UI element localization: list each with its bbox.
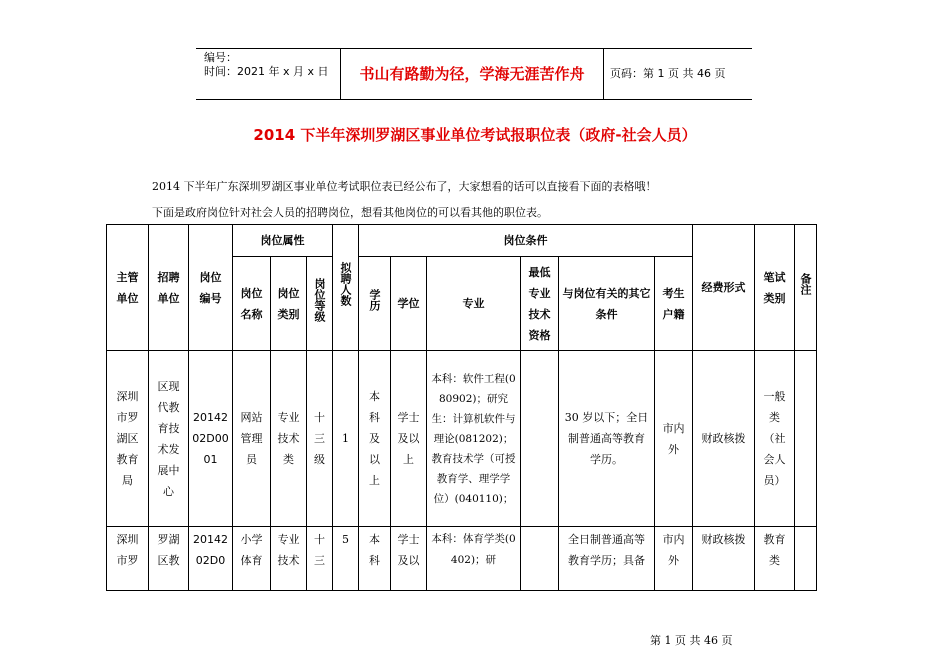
cell-hukou: 市内外 bbox=[655, 351, 693, 527]
cell-dept: 深圳市罗湖区教育局 bbox=[107, 351, 149, 527]
cell-quota: 1 bbox=[333, 351, 359, 527]
page-footer: 第 1 页 共 46 页 bbox=[650, 634, 733, 647]
cell-unit: 罗湖区教 bbox=[149, 527, 189, 591]
cell-pos-type: 专业技术类 bbox=[271, 351, 307, 527]
th-cond-group: 岗位条件 bbox=[359, 225, 693, 257]
cell-exam: 教育类 bbox=[755, 527, 795, 591]
cell-degree: 学士及以上 bbox=[391, 351, 427, 527]
document-title: 2014 下半年深圳罗湖区事业单位考试报职位表（政府-社会人员） bbox=[253, 126, 697, 144]
cell-funding: 财政核拨 bbox=[693, 527, 755, 591]
cell-cert bbox=[521, 527, 559, 591]
cell-degree: 学士及以 bbox=[391, 527, 427, 591]
th-edu: 学历 bbox=[359, 257, 391, 351]
cell-pos-name: 小学体育 bbox=[233, 527, 271, 591]
intro-line-1: 2014 下半年广东深圳罗湖区事业单位考试职位表已经公布了，大家想看的话可以直接看下面的表格哦！ bbox=[152, 180, 657, 193]
cell-exam: 一般类（社会人员） bbox=[755, 351, 795, 527]
header-motto: 书山有路勤为径，学海无涯苦作舟 bbox=[340, 49, 604, 99]
th-remark: 备注 bbox=[795, 225, 817, 351]
th-code: 岗位编号 bbox=[189, 225, 233, 351]
cell-major: 本科：体育学类(0402)；研 bbox=[427, 527, 521, 591]
table-row bbox=[107, 351, 817, 527]
cell-pos-level: 十三级 bbox=[307, 351, 333, 527]
cell-quota: 5 bbox=[333, 527, 359, 591]
th-pos-type: 岗位类别 bbox=[271, 257, 307, 351]
intro-line-2: 下面是政府岗位针对社会人员的招聘岗位，想看其他岗位的可以看其他的职位表。 bbox=[152, 206, 548, 219]
th-other: 与岗位有关的其它条件 bbox=[559, 257, 655, 351]
th-hukou: 考生户籍 bbox=[655, 257, 693, 351]
cell-major: 本科：软件工程(080902)；研究生：计算机软件与理论(081202)；教育技术学（可授教育学、理学学位）(040110)； bbox=[427, 351, 521, 527]
header-page-code: 页码：第 1 页 共 46 页 bbox=[610, 67, 726, 80]
cell-unit: 区现代教育技术发展中心 bbox=[149, 351, 189, 527]
cell-other: 30 岁以下；全日制普通高等教育学历。 bbox=[559, 351, 655, 527]
cell-other: 全日制普通高等教育学历；具备 bbox=[559, 527, 655, 591]
th-pos-level: 岗位等级 bbox=[307, 257, 333, 351]
th-pos-name: 岗位名称 bbox=[233, 257, 271, 351]
cell-pos-name: 网站管理员 bbox=[233, 351, 271, 527]
cell-pos-level: 十三 bbox=[307, 527, 333, 591]
th-dept: 主管单位 bbox=[107, 225, 149, 351]
position-table bbox=[106, 224, 817, 591]
header-row-1 bbox=[107, 225, 817, 257]
cell-funding: 财政核拨 bbox=[693, 351, 755, 527]
cell-code: 2014202D0001 bbox=[189, 351, 233, 527]
th-exam: 笔试类别 bbox=[755, 225, 795, 351]
th-unit: 招聘单位 bbox=[149, 225, 189, 351]
cell-remark bbox=[795, 351, 817, 527]
th-quota: 拟聘人数 bbox=[333, 225, 359, 351]
cell-remark bbox=[795, 527, 817, 591]
th-cert: 最低专业技术资格 bbox=[521, 257, 559, 351]
time-label: 时间：2021 年 x 月 x 日 bbox=[204, 65, 329, 78]
cell-hukou: 市内外 bbox=[655, 527, 693, 591]
serial-label: 编号： bbox=[204, 51, 237, 64]
header-meta bbox=[204, 51, 329, 79]
cell-cert bbox=[521, 351, 559, 527]
cell-edu: 本科及以上 bbox=[359, 351, 391, 527]
th-degree: 学位 bbox=[391, 257, 427, 351]
cell-code: 2014202D0 bbox=[189, 527, 233, 591]
th-attr-group: 岗位属性 bbox=[233, 225, 333, 257]
th-major: 专业 bbox=[427, 257, 521, 351]
cell-dept: 深圳市罗 bbox=[107, 527, 149, 591]
table-row bbox=[107, 527, 817, 591]
cell-edu: 本科 bbox=[359, 527, 391, 591]
th-funding: 经费形式 bbox=[693, 225, 755, 351]
page-header bbox=[196, 48, 752, 100]
cell-pos-type: 专业技术 bbox=[271, 527, 307, 591]
